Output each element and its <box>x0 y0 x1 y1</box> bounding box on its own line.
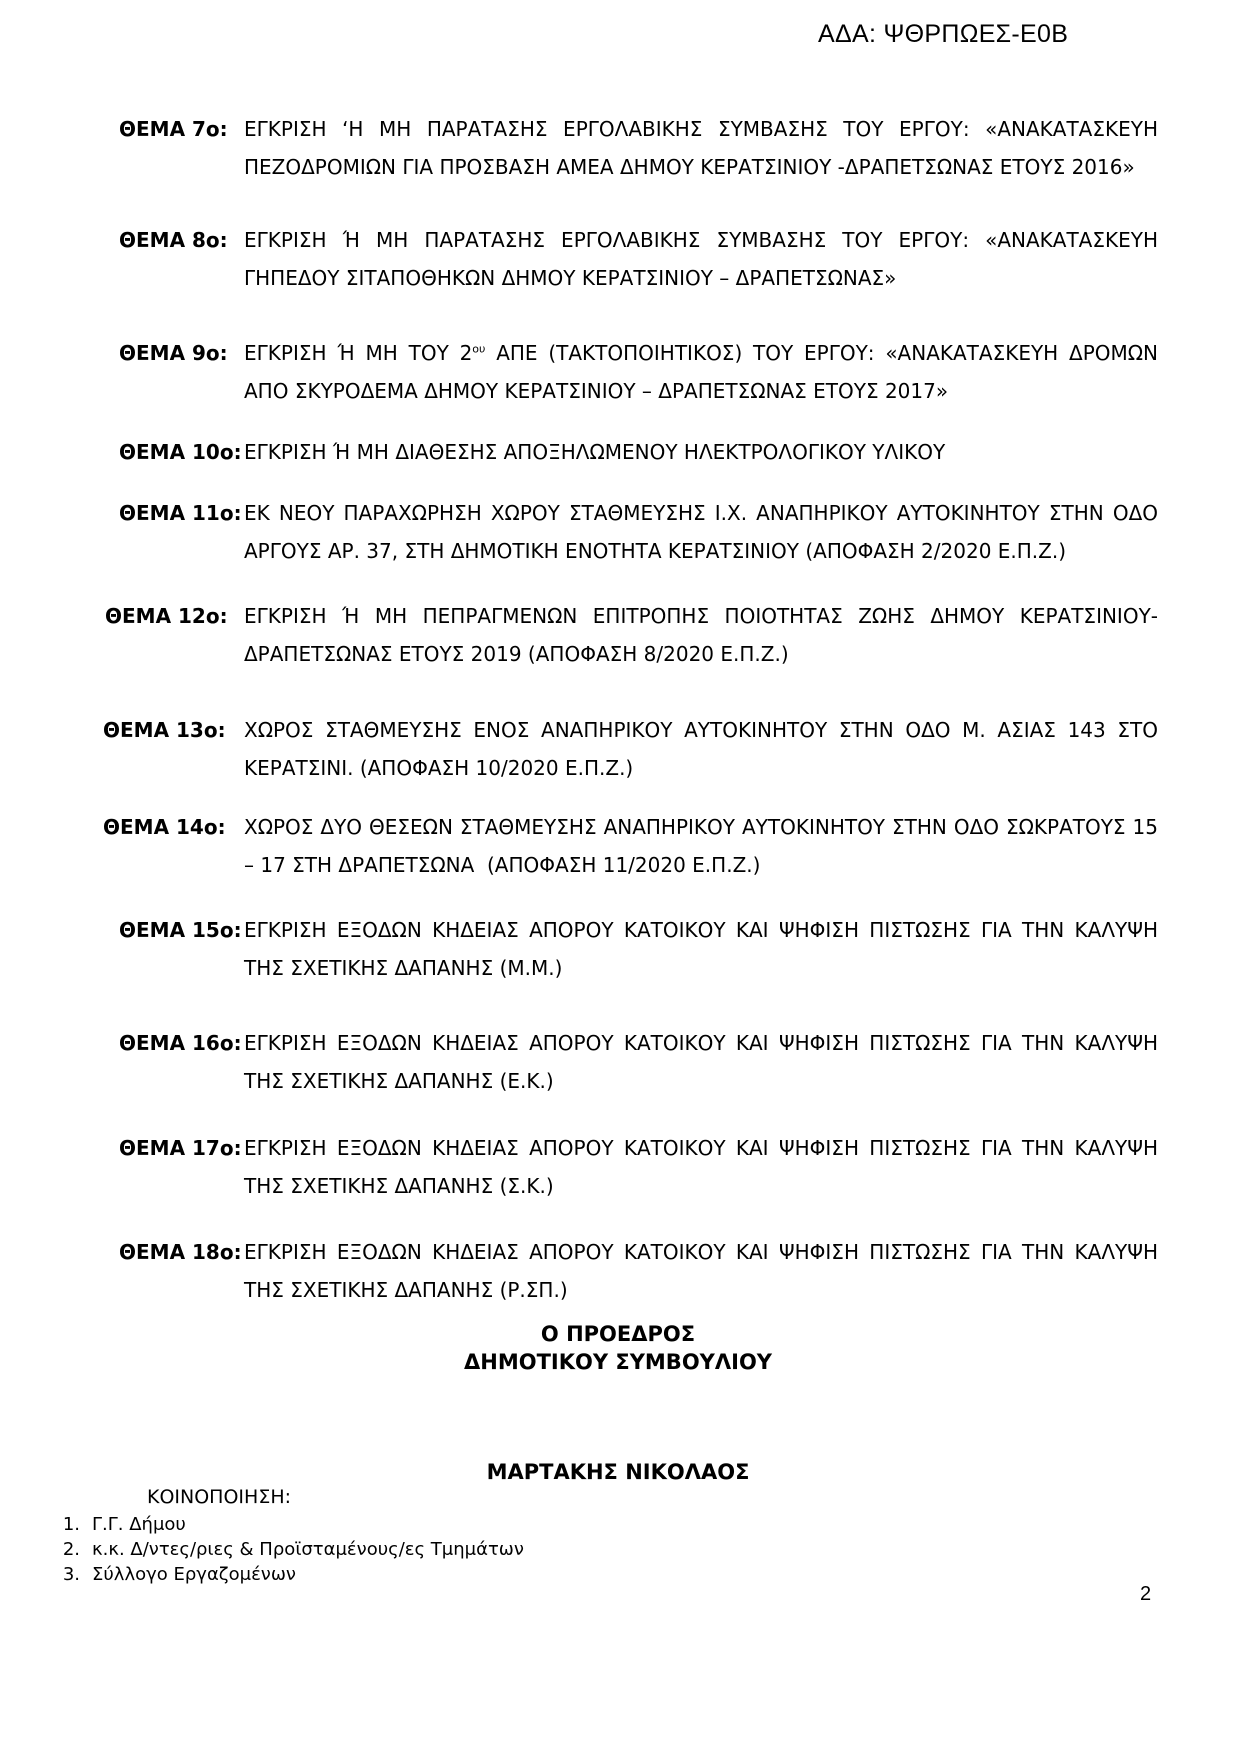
topic-text: ΕΓΚΡΙΣΗ Ή ΜΗ ΠΑΡΑΤΑΣΗΣ ΕΡΓΟΛΑΒΙΚΗΣ ΣΥΜΒΑΣΗΣ ΤΟΥ ΕΡΓΟΥ: «ΑΝΑΚΑΤΑΣΚΕΥΗ ΓΗΠΕΔΟΥ ΣΙΤΑΠΟΘΗΚΩΝ ΔΗΜΟΥ ΚΕΡΑΤΣΙΝΙΟΥ – ΔΡΑΠΕΤΣΩΝΑΣ» <box>244 228 1165 290</box>
topic-text: ΕΓΚΡΙΣΗ ΕΞΟΔΩΝ ΚΗΔΕΙΑΣ ΑΠΟΡΟΥ ΚΑΤΟΙΚΟΥ ΚΑΙ ΨΗΦΙΣΗ ΠΙΣΤΩΣΗΣ ΓΙΑ ΤΗΝ ΚΑΛΥΨΗ ΤΗΣ ΣΧΕΤΙΚΗΣ ΔΑΠΑΝΗΣ (Μ.Μ.) <box>244 918 1165 980</box>
topic-label: ΘΕΜΑ 10ο: <box>119 440 242 464</box>
notification-item <box>58 1537 524 1562</box>
item-text: κ.κ. Δ/ντες/ριες & Προϊσταμένους/ες Τμημάτων <box>92 1539 524 1560</box>
topic-text: ΧΩΡΟΣ ΣΤΑΘΜΕΥΣΗΣ ΕΝΟΣ ΑΝΑΠΗΡΙΚΟΥ ΑΥΤΟΚΙΝΗΤΟΥ ΣΤΗΝ ΟΔΟ Μ. ΑΣΙΑΣ 143 ΣΤΟ ΚΕΡΑΤΣΙΝΙ. (ΑΠΟΦΑΣΗ 10/2020 Ε.Π.Ζ.) <box>244 718 1165 780</box>
topic-text: ΕΓΚΡΙΣΗ Ή ΜΗ ΔΙΑΘΕΣΗΣ ΑΠΟΞΗΛΩΜΕΝΟΥ ΗΛΕΚΤΡΟΛΟΓΙΚΟΥ ΥΛΙΚΟΥ <box>244 440 946 464</box>
topic-text <box>244 334 1165 410</box>
topic-label: ΘΕΜΑ 9ο: <box>119 341 228 365</box>
signature-title-line1: Ο ΠΡΟΕΔΡΟΣ <box>540 1322 696 1346</box>
topic-text: ΕΓΚΡΙΣΗ ΕΞΟΔΩΝ ΚΗΔΕΙΑΣ ΑΠΟΡΟΥ ΚΑΤΟΙΚΟΥ ΚΑΙ ΨΗΦΙΣΗ ΠΙΣΤΩΣΗΣ ΓΙΑ ΤΗΝ ΚΑΛΥΨΗ ΤΗΣ ΣΧΕΤΙΚΗΣ ΔΑΠΑΝΗΣ (Ρ.ΣΠ.) <box>244 1240 1165 1302</box>
ada-code: ΑΔΑ: ΨΘΡΠΩΕΣ-Ε0Β <box>818 20 1069 48</box>
notification-item <box>58 1562 524 1587</box>
topic-text: ΕΓΚΡΙΣΗ ‘Η ΜΗ ΠΑΡΑΤΑΣΗΣ ΕΡΓΟΛΑΒΙΚΗΣ ΣΥΜΒΑΣΗΣ ΤΟΥ ΕΡΓΟΥ: «ΑΝΑΚΑΤΑΣΚΕΥΗ ΠΕΖΟΔΡΟΜΙΩΝ ΓΙΑ ΠΡΟΣΒΑΣΗ ΑΜΕΑ ΔΗΜΟΥ ΚΕΡΑΤΣΙΝΙΟΥ -ΔΡΑΠΕΤΣΩΝΑΣ ΕΤΟΥΣ 2016» <box>244 117 1165 179</box>
topic-label: ΘΕΜΑ 14ο: <box>103 815 226 839</box>
topic-label: ΘΕΜΑ 12ο: <box>105 604 228 628</box>
topic-label: ΘΕΜΑ 11ο: <box>119 501 242 525</box>
notification-list <box>58 1512 524 1587</box>
topic-label: ΘΕΜΑ 16ο: <box>119 1031 242 1055</box>
topic-text: ΕΓΚΡΙΣΗ ΕΞΟΔΩΝ ΚΗΔΕΙΑΣ ΑΠΟΡΟΥ ΚΑΤΟΙΚΟΥ ΚΑΙ ΨΗΦΙΣΗ ΠΙΣΤΩΣΗΣ ΓΙΑ ΤΗΝ ΚΑΛΥΨΗ ΤΗΣ ΣΧΕΤΙΚΗΣ ΔΑΠΑΝΗΣ (Σ.Κ.) <box>244 1136 1165 1198</box>
signature-title-line2: ΔΗΜΟΤΙΚΟΥ ΣΥΜΒΟΥΛΙΟΥ <box>464 1350 772 1374</box>
topic-label: ΘΕΜΑ 18ο: <box>119 1240 242 1264</box>
topic-label: ΘΕΜΑ 15ο: <box>119 918 242 942</box>
item-number: 1. <box>62 1514 80 1535</box>
item-number: 3. <box>62 1564 80 1585</box>
topic-text: ΕΓΚΡΙΣΗ Ή ΜΗ ΠΕΠΡΑΓΜΕΝΩΝ ΕΠΙΤΡΟΠΗΣ ΠΟΙΟΤΗΤΑΣ ΖΩΗΣ ΔΗΜΟΥ ΚΕΡΑΤΣΙΝΙΟΥ-ΔΡΑΠΕΤΣΩΝΑΣ ΕΤΟΥΣ 2019 (ΑΠΟΦΑΣΗ 8/2020 Ε.Π.Ζ.) <box>244 604 1158 666</box>
item-number: 2. <box>62 1539 80 1560</box>
topic-label: ΘΕΜΑ 17ο: <box>119 1136 242 1160</box>
ordinal-superscript: ου <box>472 342 486 356</box>
topic-text: ΧΩΡΟΣ ΔΥΟ ΘΕΣΕΩΝ ΣΤΑΘΜΕΥΣΗΣ ΑΝΑΠΗΡΙΚΟΥ ΑΥΤΟΚΙΝΗΤΟΥ ΣΤΗΝ ΟΔΟ ΣΩΚΡΑΤΟΥΣ 15 – 17 ΣΤΗ ΔΡΑΠΕΤΣΩΝΑ (ΑΠΟΦΑΣΗ 11/2020 Ε.Π.Ζ.) <box>244 815 1165 877</box>
signature-title <box>390 1320 846 1376</box>
topic-label: ΘΕΜΑ 13ο: <box>103 718 226 742</box>
topic-text-part: ΕΓΚΡΙΣΗ Ή ΜΗ ΤΟΥ 2 <box>244 341 473 365</box>
topic-text: ΕΓΚΡΙΣΗ ΕΞΟΔΩΝ ΚΗΔΕΙΑΣ ΑΠΟΡΟΥ ΚΑΤΟΙΚΟΥ ΚΑΙ ΨΗΦΙΣΗ ΠΙΣΤΩΣΗΣ ΓΙΑ ΤΗΝ ΚΑΛΥΨΗ ΤΗΣ ΣΧΕΤΙΚΗΣ ΔΑΠΑΝΗΣ (Ε.Κ.) <box>244 1031 1165 1093</box>
topic-label: ΘΕΜΑ 8ο: <box>119 228 228 252</box>
item-text: Γ.Γ. Δήμου <box>92 1514 186 1535</box>
signatory-name: ΜΑΡΤΑΚΗΣ ΝΙΚΟΛΑΟΣ <box>486 1460 750 1484</box>
topic-label: ΘΕΜΑ 7ο: <box>119 117 228 141</box>
item-text: Σύλλογο Εργαζομένων <box>92 1564 296 1585</box>
notification-title: ΚΟΙΝΟΠΟΙΗΣΗ: <box>147 1486 292 1508</box>
page-number: 2 <box>1140 1583 1152 1605</box>
topic-text: ΕΚ ΝΕΟΥ ΠΑΡΑΧΩΡΗΣΗ ΧΩΡΟΥ ΣΤΑΘΜΕΥΣΗΣ Ι.Χ. ΑΝΑΠΗΡΙΚΟΥ ΑΥΤΟΚΙΝΗΤΟΥ ΣΤΗΝ ΟΔΟ ΑΡΓΟΥΣ ΑΡ. 37, ΣΤΗ ΔΗΜΟΤΙΚΗ ΕΝΟΤΗΤΑ ΚΕΡΑΤΣΙΝΙΟΥ (ΑΠΟΦΑΣΗ 2/2020 Ε.Π.Ζ.) <box>244 501 1165 563</box>
notification-item <box>58 1512 524 1537</box>
topic-text-part: ΑΠΕ (ΤΑΚΤΟΠΟΙΗΤΙΚΟΣ) ΤΟΥ ΕΡΓΟΥ: «ΑΝΑΚΑΤΑΣΚΕΥΗ ΔΡΟΜΩΝ ΑΠΟ ΣΚΥΡΟΔΕΜΑ ΔΗΜΟΥ ΚΕΡΑΤΣΙΝΙΟΥ – ΔΡΑΠΕΤΣΩΝΑΣ ΕΤΟΥΣ 2017» <box>244 341 1165 403</box>
